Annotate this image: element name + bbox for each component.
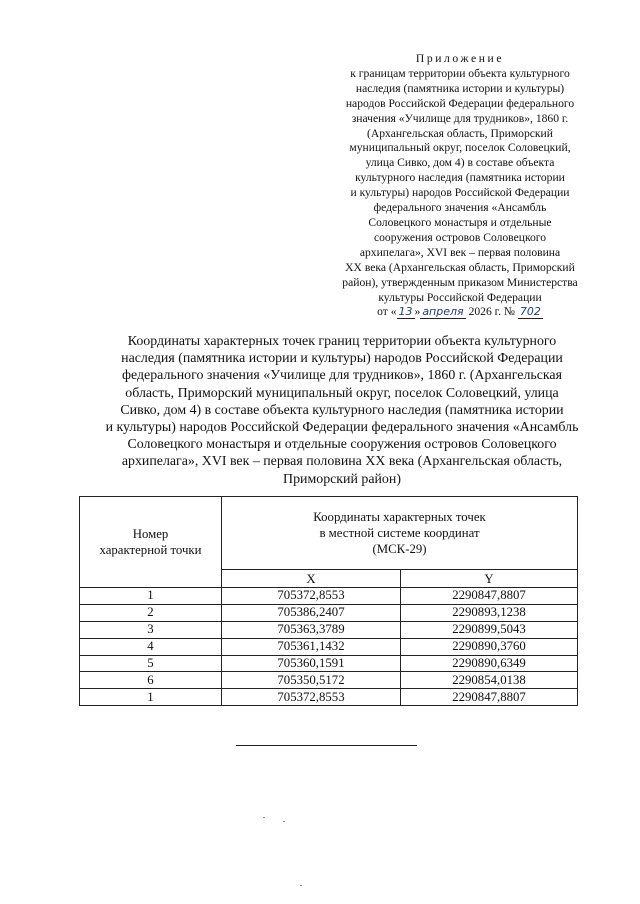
appendix-line: наследия (памятника истории и культуры) <box>355 81 565 95</box>
appendix-line: значения «Училище для трудников», 1860 г. <box>351 111 569 125</box>
point-number: 4 <box>80 638 222 655</box>
table-row <box>80 588 578 605</box>
table-row <box>80 689 578 706</box>
y-value: 2290893,1238 <box>401 604 578 621</box>
point-number: 6 <box>80 672 222 689</box>
title-line: область, Приморский муниципальный округ, поселок Соловецкий, улица <box>125 385 559 401</box>
table-row <box>80 604 578 621</box>
appendix-block <box>318 52 602 320</box>
appendix-heading: Приложение <box>415 52 505 65</box>
y-value: 2290890,6349 <box>401 655 578 672</box>
order-reference <box>318 305 602 320</box>
end-divider <box>236 745 417 746</box>
appendix-line: к границам территории объекта культурного <box>350 66 570 80</box>
title-line: федерального значения «Училище для трудников», 1860 г. (Архангельская <box>122 368 562 384</box>
table-row <box>80 672 578 689</box>
order-year: 2026 г. № <box>468 305 515 319</box>
title-line: наследия (памятника истории и культуры) народов Российской Федерации <box>121 351 563 367</box>
appendix-line: XX века (Архангельская область, Приморский <box>345 260 575 274</box>
x-value: 705350,5172 <box>222 672 401 689</box>
point-number-header: Номер характерной точки <box>80 497 222 588</box>
order-quote: » <box>414 305 421 319</box>
table-row <box>80 638 578 655</box>
order-month: апреля <box>422 305 464 319</box>
appendix-line: Соловецкого монастыря и отдельные <box>368 215 552 229</box>
x-value: 705360,1591 <box>222 655 401 672</box>
appendix-line: архипелага», XVI век – первая половина <box>359 245 561 259</box>
scan-speck <box>263 817 265 818</box>
appendix-line: федерального значения «Ансамбль <box>373 201 547 215</box>
scan-speck <box>283 821 285 822</box>
appendix-line: и культуры) народов Российской Федерации <box>350 186 570 200</box>
x-value: 705372,8553 <box>222 689 401 706</box>
appendix-line: (Архангельская область, Приморский <box>367 126 553 140</box>
title-line: Сивко, дом 4) в составе объекта культурного наследия (памятника истории <box>120 402 564 418</box>
y-column-header: Y <box>401 570 578 588</box>
table-row <box>80 655 578 672</box>
appendix-line: культуры Российской Федерации <box>378 290 542 304</box>
x-value: 705361,1432 <box>222 638 401 655</box>
order-day: 13 <box>398 305 413 319</box>
appendix-line: муниципальный округ, поселок Соловецкий, <box>349 141 571 155</box>
appendix-line: народов Российской Федерации федерального <box>345 96 575 110</box>
point-number: 3 <box>80 621 222 638</box>
coordinates-table <box>79 496 578 706</box>
y-value: 2290899,5043 <box>401 621 578 638</box>
scan-speck <box>300 885 302 886</box>
title-line: и культуры) народов Российской Федерации федерального значения «Ансамбль <box>105 420 579 436</box>
x-value: 705386,2407 <box>222 604 401 621</box>
appendix-line: сооружения островов Соловецкого <box>373 230 547 244</box>
y-value: 2290847,8807 <box>401 689 578 706</box>
point-number: 1 <box>80 689 222 706</box>
y-value: 2290847,8807 <box>401 588 578 605</box>
coordinates-header: Координаты характерных точек в местной системе координат (МСК-29) <box>222 497 578 570</box>
point-number: 1 <box>80 588 222 605</box>
appendix-line: район), утвержденным приказом Министерства <box>342 275 578 289</box>
point-number: 2 <box>80 604 222 621</box>
order-prefix: от « <box>377 305 397 319</box>
appendix-line: культурного наследия (памятника истории <box>355 171 565 185</box>
document-title <box>72 333 612 488</box>
title-line: архипелага», XVI век – первая половина XX века (Архангельская область, <box>121 454 563 470</box>
table-row <box>80 621 578 638</box>
y-value: 2290854,0138 <box>401 672 578 689</box>
x-value: 705363,3789 <box>222 621 401 638</box>
point-number: 5 <box>80 655 222 672</box>
title-line: Соловецкого монастыря и отдельные сооружения островов Соловецкого <box>127 437 557 453</box>
y-value: 2290890,3760 <box>401 638 578 655</box>
title-line: Приморский район) <box>283 471 401 487</box>
appendix-line: улица Сивко, дом 4) в составе объекта <box>365 156 555 170</box>
title-line: Координаты характерных точек границ территории объекта культурного <box>127 334 557 349</box>
x-column-header: X <box>222 570 401 588</box>
x-value: 705372,8553 <box>222 588 401 605</box>
order-number: 702 <box>519 305 541 319</box>
